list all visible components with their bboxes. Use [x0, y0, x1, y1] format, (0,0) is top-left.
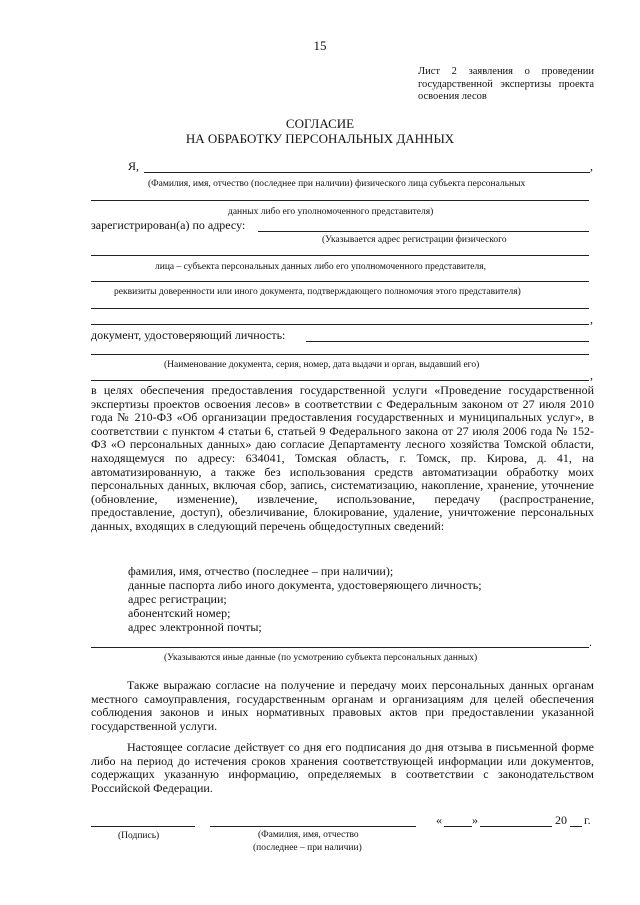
caption-name-1: (Фамилия, имя, отчество [258, 830, 359, 840]
date-month-field-line[interactable] [480, 826, 552, 827]
other-data-field-line[interactable] [91, 647, 589, 648]
caption-fio-1: (Фамилия, имя, отчество (последнее при наличии) физического лица субъекта персональных [148, 179, 526, 189]
sheet-note: Лист 2 заявления о проведении государственной экспертизы проекта освоения лесов [418, 66, 594, 102]
caption-addr-1: (Указывается адрес регистрации физического [322, 235, 507, 245]
fio-comma: , [590, 159, 593, 173]
address-field-line-3[interactable] [91, 281, 589, 282]
data-list-item: адрес регистрации; [128, 592, 227, 606]
title-line-1: СОГЛАСИЕ [285, 116, 355, 131]
id-doc-label: документ, удостоверяющий личность: [91, 328, 286, 342]
date-year-suffix: г. [584, 813, 591, 827]
address-field-line-4[interactable] [91, 308, 589, 309]
date-day-field-line[interactable] [444, 826, 472, 827]
main-paragraph [91, 384, 594, 534]
id-doc-field-line-2[interactable] [91, 354, 589, 355]
fio-field-line-2[interactable] [91, 200, 589, 201]
data-list-item: адрес электронной почты; [128, 620, 262, 634]
data-list-item: данные паспорта либо иного документа, удостоверяющего личность; [128, 578, 482, 592]
paragraph-3-text: Настоящее согласие действует со дня его подписания до дня отзыва в письменной форме либо на период до истечения сроков хранения соответствующей информации или документов, содержащих указанную информацию, определяемых в соответствии с законодательством Российской Федерации. [91, 740, 594, 795]
caption-sign: (Подпись) [118, 831, 160, 841]
caption-fio-2: данных либо его уполномоченного представителя) [228, 207, 434, 217]
id-doc-comma: , [590, 368, 593, 382]
main-paragraph-text: в целях обеспечения предоставления государственной услуги «Проведение государственной экспертизы проектов освоения лесов» в соответствии с Федеральным законом от 27 июля 2010 года № 210-ФЗ «Об организации предоставления государственных и муниципальных услуг», в соответствии с пунктом 4 статьи 6, статьей 9 Федерального закона от 27 июля 2006 года № 152-ФЗ «О персональных данных» даю согласие Департаменту лесного хозяйства Томской области, находящемуся по адресу: 634041, Томская область, г. Томск, пр. Кирова, д. 41, на автоматизированную, а также без использования средств автоматизации обработку моих персональных данных, включая сбор, запись, систематизацию, накопление, хранение, уточнение (обновление, изменение), извлечение, использование, передачу (распространение, предоставление, доступ), обезличивание, блокирование, удаление, уничтожение персональных данных, входящих в следующий перечень общедоступных сведений: [91, 383, 594, 533]
page-number: 15 [313, 38, 327, 53]
id-doc-field-line[interactable] [306, 341, 589, 342]
data-list-item: абонентский номер; [128, 606, 231, 620]
caption-other: (Указываются иные данные (по усмотрению субъекта персональных данных) [164, 653, 478, 663]
address-comma: , [590, 312, 593, 326]
paragraph-2 [91, 679, 594, 733]
paragraph-2-text: Также выражаю согласие на получение и передачу моих персональных данных органам местного самоуправления, государственным органам и организациям для целей обеспечения соблюдения законов и иных нормативных правовых актов при предоставлении указанной государственной услуги. [91, 678, 594, 733]
i-label: Я, [128, 159, 140, 173]
address-field-line-5[interactable] [91, 324, 589, 325]
caption-addr-2: лица – субъекта персональных данных либо его уполномоченного представителя, [155, 262, 486, 272]
date-year-prefix: 20 [555, 813, 567, 827]
date-close-quote: » [472, 813, 478, 827]
registered-label: зарегистрирован(а) по адресу: [91, 218, 246, 232]
data-list-item: фамилия, имя, отчество (последнее – при наличии); [128, 564, 394, 578]
fio-field-line[interactable] [144, 172, 590, 173]
date-year-field-line[interactable] [570, 826, 582, 827]
title-line-2: НА ОБРАБОТКУ ПЕРСОНАЛЬНЫХ ДАННЫХ [185, 131, 455, 146]
caption-doc: (Наименование документа, серия, номер, дата выдачи и орган, выдавший его) [164, 360, 480, 370]
address-field-line-2[interactable] [91, 255, 589, 256]
data-list [128, 564, 482, 634]
other-data-period: . [589, 635, 592, 649]
caption-addr-3: реквизиты доверенности или иного документа, подтверждающего полномочия этого представителя) [114, 287, 521, 297]
id-doc-field-line-3[interactable] [91, 380, 589, 381]
date-open-quote: « [436, 813, 442, 827]
signature-field-line[interactable] [91, 826, 195, 827]
signature-name-field-line[interactable] [210, 826, 416, 827]
address-field-line[interactable] [258, 231, 589, 232]
paragraph-3 [91, 741, 594, 795]
caption-name-2: (последнее – при наличии) [253, 843, 362, 853]
